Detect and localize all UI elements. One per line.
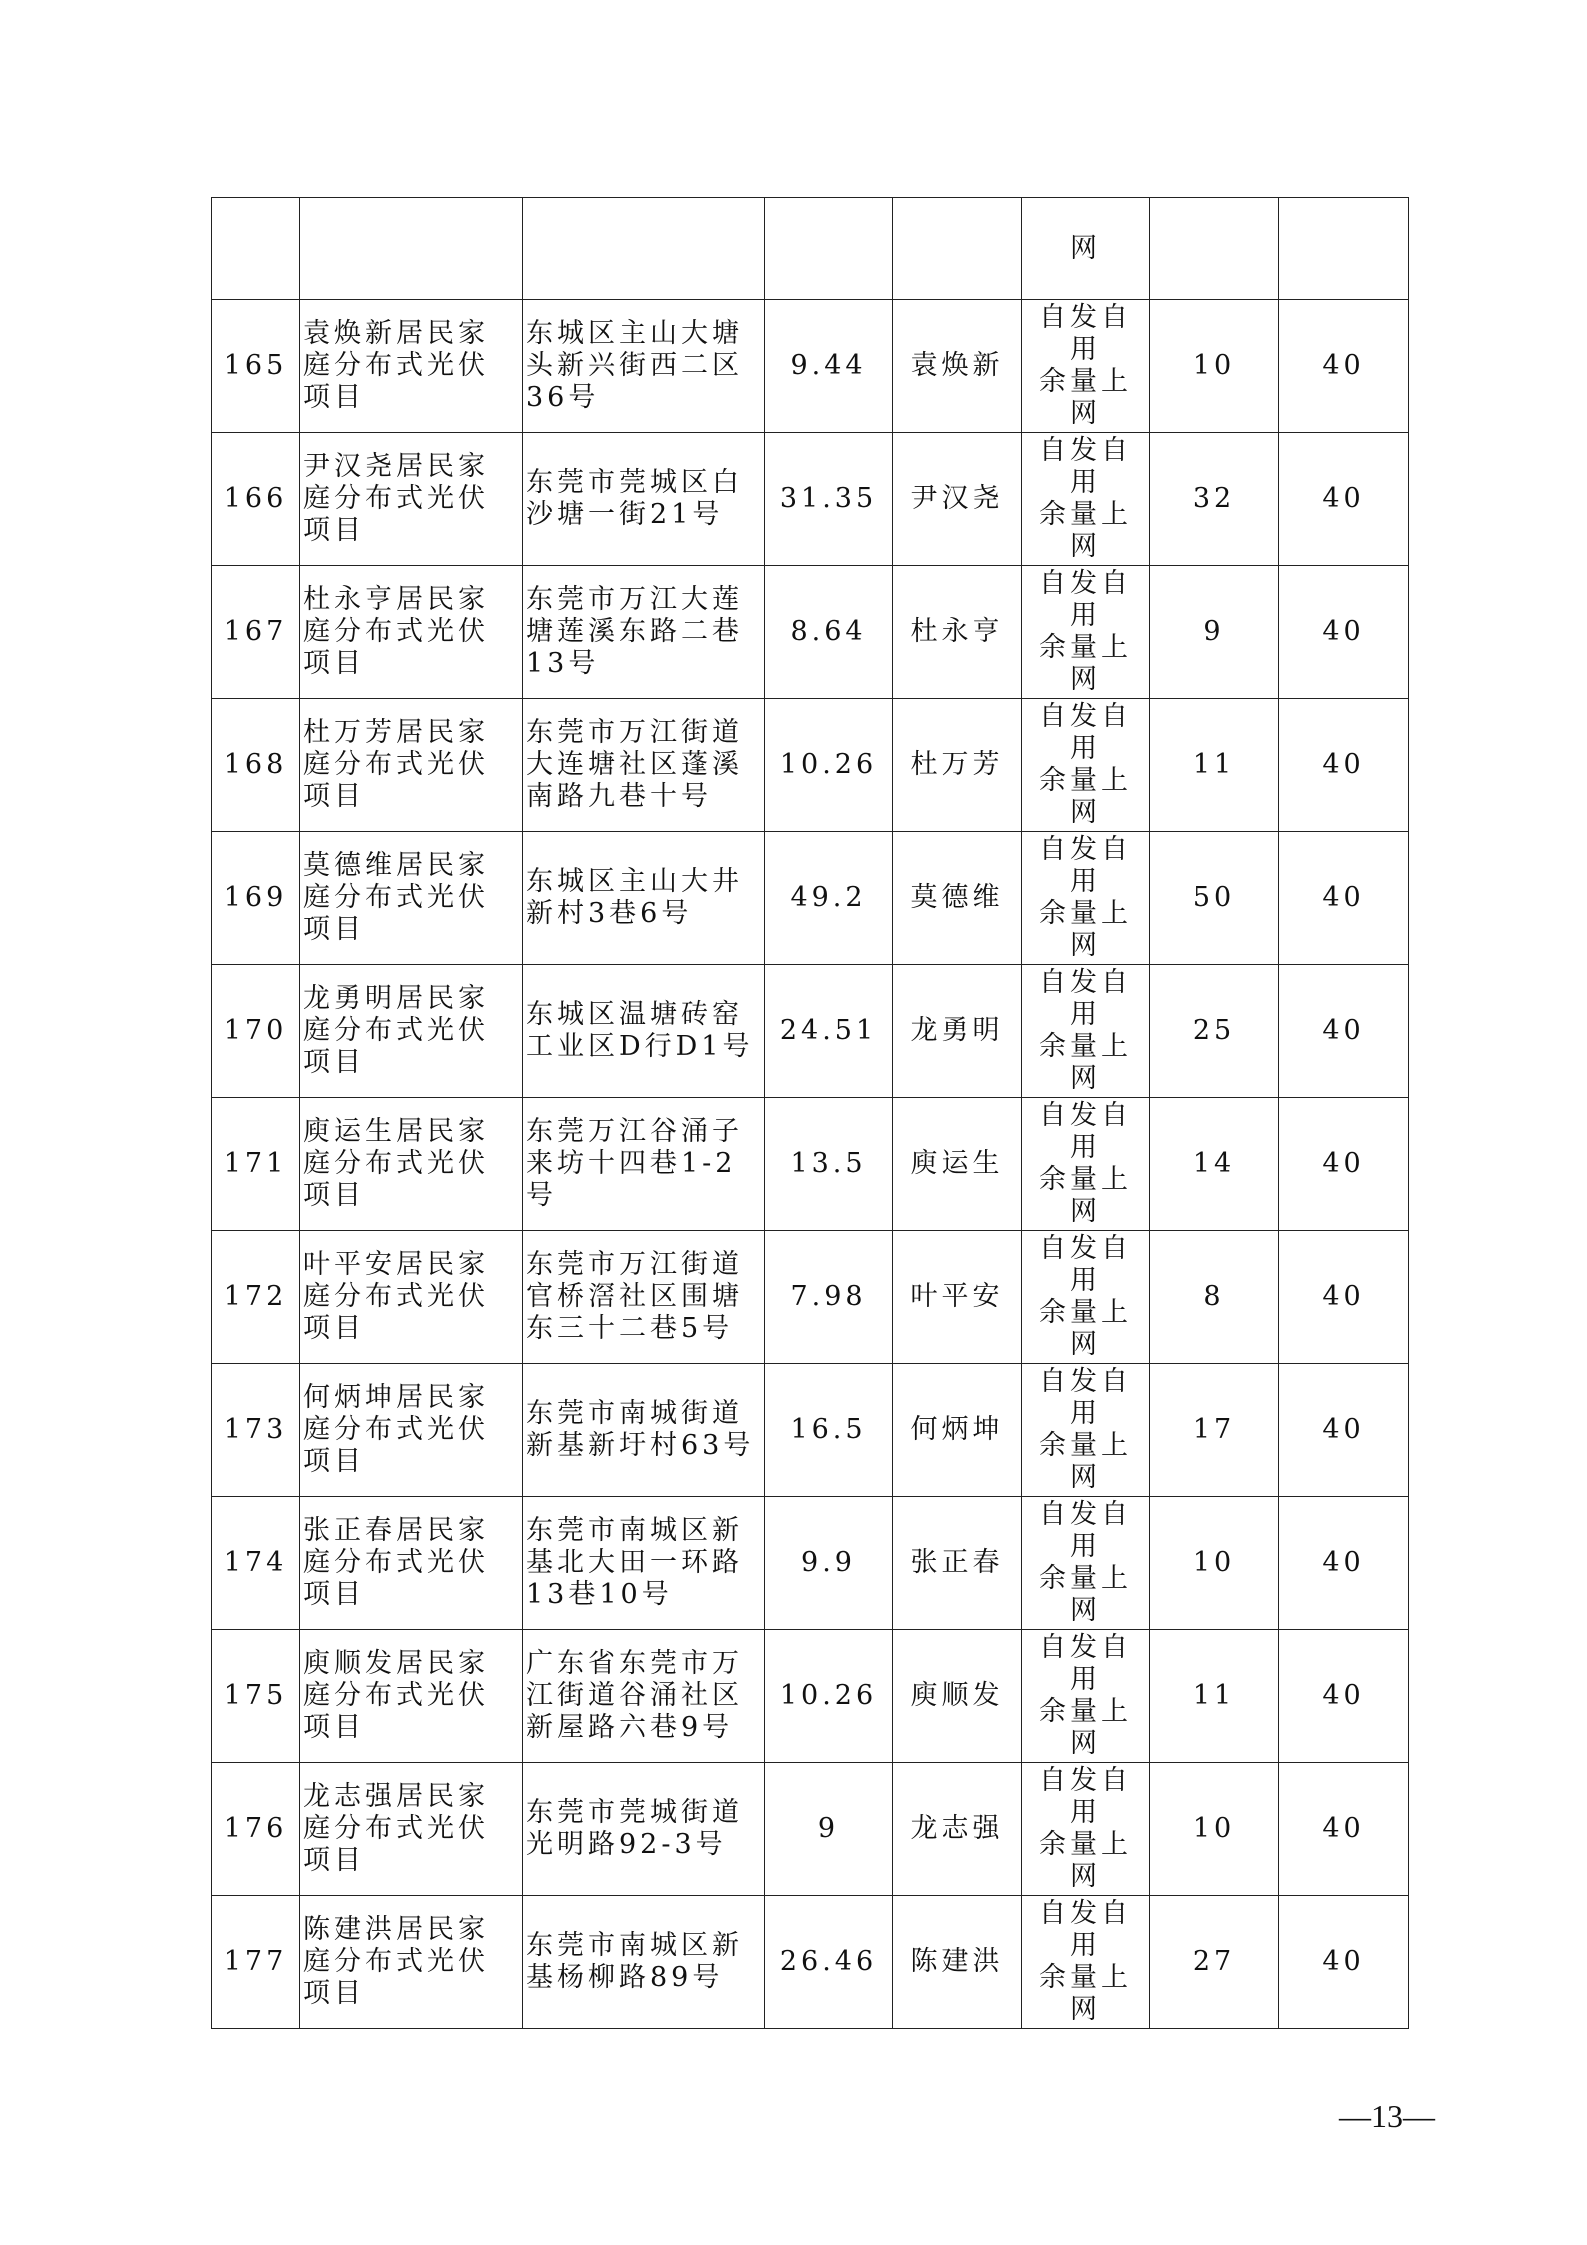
- mode-line: 自发自: [1039, 1233, 1132, 1264]
- mode-cell: [1022, 1098, 1150, 1231]
- row-number-cell: 175: [212, 1630, 300, 1763]
- address-cell: 东城区温塘砖窑工业区D行D1号: [523, 965, 765, 1098]
- address-cell: 东莞市莞城街道光明路92-3号: [523, 1763, 765, 1896]
- value-cell: 40: [1279, 965, 1409, 1098]
- row-number-cell: 172: [212, 1231, 300, 1364]
- mode-line: 用: [1070, 600, 1101, 631]
- mode-line: 自发自: [1039, 568, 1132, 599]
- capacity-cell: 9.9: [765, 1497, 893, 1630]
- capacity-cell: 24.51: [765, 965, 893, 1098]
- value-cell: 40: [1279, 699, 1409, 832]
- mode-line: 用: [1070, 1132, 1101, 1163]
- mode-line: 余量上: [1039, 1829, 1132, 1860]
- mode-line: 网: [1070, 1728, 1101, 1759]
- value-cell: 40: [1279, 1630, 1409, 1763]
- mode-line: 网: [1070, 1994, 1101, 2025]
- owner-cell: 张正春: [893, 1497, 1022, 1630]
- mode-line: 自发自: [1039, 1100, 1132, 1131]
- row-number-cell: 167: [212, 566, 300, 699]
- row-number-cell: 176: [212, 1763, 300, 1896]
- mode-line: 网: [1070, 1063, 1101, 1094]
- row-number-cell: 173: [212, 1364, 300, 1497]
- table-row: [212, 300, 1409, 433]
- owner-cell: 龙勇明: [893, 965, 1022, 1098]
- mode-line: 自发自: [1039, 834, 1132, 865]
- cell-empty: [765, 198, 893, 300]
- mode-line: 余量上: [1039, 765, 1132, 796]
- row-number-cell: 166: [212, 433, 300, 566]
- mode-cell: [1022, 1497, 1150, 1630]
- value-cell: 40: [1279, 1497, 1409, 1630]
- capacity-cell: 49.2: [765, 832, 893, 965]
- value-cell: 40: [1279, 1763, 1409, 1896]
- mode-line: 用: [1070, 733, 1101, 764]
- owner-cell: 陈建洪: [893, 1896, 1022, 2029]
- address-cell: 东莞市南城区新基北大田一环路13巷10号: [523, 1497, 765, 1630]
- table-row: [212, 1098, 1409, 1231]
- value-cell: 40: [1279, 1231, 1409, 1364]
- address-cell: 东莞市万江大莲塘莲溪东路二巷13号: [523, 566, 765, 699]
- mode-line: 网: [1070, 1329, 1101, 1360]
- project-name-cell: 张正春居民家庭分布式光伏项目: [300, 1497, 523, 1630]
- mode-line: 余量上: [1039, 366, 1132, 397]
- project-name-cell: 庾运生居民家庭分布式光伏项目: [300, 1098, 523, 1231]
- project-name-cell: 杜万芳居民家庭分布式光伏项目: [300, 699, 523, 832]
- mode-line: 余量上: [1039, 898, 1132, 929]
- mode-line: 网: [1070, 930, 1101, 961]
- mode-line: 余量上: [1039, 499, 1132, 530]
- mode-line: 用: [1070, 866, 1101, 897]
- capacity-cell: 9: [765, 1763, 893, 1896]
- mode-line: 自发自: [1039, 1632, 1132, 1663]
- mode-cell: [1022, 965, 1150, 1098]
- address-cell: 东莞市万江街道官桥滘社区围塘东三十二巷5号: [523, 1231, 765, 1364]
- mode-line: 自发自: [1039, 302, 1132, 333]
- mode-line: 自发自: [1039, 967, 1132, 998]
- value-cell: 40: [1279, 566, 1409, 699]
- mode-line: 余量上: [1039, 1962, 1132, 1993]
- mode-line: 自发自: [1039, 1366, 1132, 1397]
- table-row: [212, 1896, 1409, 2029]
- address-cell: 东莞万江谷涌子来坊十四巷1-2号: [523, 1098, 765, 1231]
- mode-cell: [1022, 433, 1150, 566]
- table-row-continued: [212, 198, 1409, 300]
- mode-line: 网: [1070, 797, 1101, 828]
- table-row: [212, 699, 1409, 832]
- mode-line: 用: [1070, 1930, 1101, 1961]
- capacity-cell: 26.46: [765, 1896, 893, 2029]
- cell-empty: [212, 198, 300, 300]
- table-row: [212, 1630, 1409, 1763]
- table-row: [212, 433, 1409, 566]
- mode-cell: [1022, 1630, 1150, 1763]
- mode-line: 网: [1070, 398, 1101, 429]
- value-cell: 10: [1150, 1763, 1279, 1896]
- project-name-cell: 杜永亨居民家庭分布式光伏项目: [300, 566, 523, 699]
- project-name-cell: 袁焕新居民家庭分布式光伏项目: [300, 300, 523, 433]
- value-cell: 32: [1150, 433, 1279, 566]
- address-cell: 东城区主山大塘头新兴街西二区36号: [523, 300, 765, 433]
- mode-cell: [1022, 1231, 1150, 1364]
- owner-cell: 庾顺发: [893, 1630, 1022, 1763]
- capacity-cell: 31.35: [765, 433, 893, 566]
- mode-line: 网: [1070, 1595, 1101, 1626]
- project-table: [211, 197, 1409, 2029]
- mode-line: 用: [1070, 999, 1101, 1030]
- project-name-cell: 龙志强居民家庭分布式光伏项目: [300, 1763, 523, 1896]
- mode-line: 余量上: [1039, 1031, 1132, 1062]
- owner-cell: 袁焕新: [893, 300, 1022, 433]
- project-name-cell: 莫德维居民家庭分布式光伏项目: [300, 832, 523, 965]
- mode-line: 余量上: [1039, 1297, 1132, 1328]
- cell-empty: [893, 198, 1022, 300]
- mode-line: 网: [1070, 1462, 1101, 1493]
- row-number-cell: 165: [212, 300, 300, 433]
- project-name-cell: 庾顺发居民家庭分布式光伏项目: [300, 1630, 523, 1763]
- project-name-cell: 尹汉尧居民家庭分布式光伏项目: [300, 433, 523, 566]
- table-row: [212, 1231, 1409, 1364]
- mode-cell-tail: 网: [1022, 198, 1150, 300]
- value-cell: 40: [1279, 1364, 1409, 1497]
- value-cell: 9: [1150, 566, 1279, 699]
- mode-line: 余量上: [1039, 1696, 1132, 1727]
- row-number-cell: 169: [212, 832, 300, 965]
- row-number-cell: 174: [212, 1497, 300, 1630]
- address-cell: 东莞市莞城区白沙塘一街21号: [523, 433, 765, 566]
- mode-cell: [1022, 1364, 1150, 1497]
- mode-line: 用: [1070, 1531, 1101, 1562]
- value-cell: 11: [1150, 1630, 1279, 1763]
- mode-line: 自发自: [1039, 1765, 1132, 1796]
- mode-cell: [1022, 832, 1150, 965]
- address-cell: 东莞市南城街道新基新圩村63号: [523, 1364, 765, 1497]
- owner-cell: 尹汉尧: [893, 433, 1022, 566]
- cell-empty: [300, 198, 523, 300]
- mode-line: 自发自: [1039, 1898, 1132, 1929]
- mode-cell: [1022, 300, 1150, 433]
- project-name-cell: 何炳坤居民家庭分布式光伏项目: [300, 1364, 523, 1497]
- cell-empty: [1150, 198, 1279, 300]
- capacity-cell: 9.44: [765, 300, 893, 433]
- cell-empty: [1279, 198, 1409, 300]
- owner-cell: 庾运生: [893, 1098, 1022, 1231]
- value-cell: 10: [1150, 1497, 1279, 1630]
- mode-line: 网: [1070, 664, 1101, 695]
- address-cell: 东莞市万江街道大连塘社区蓬溪南路九巷十号: [523, 699, 765, 832]
- owner-cell: 何炳坤: [893, 1364, 1022, 1497]
- mode-line: 网: [1070, 531, 1101, 562]
- capacity-cell: 16.5: [765, 1364, 893, 1497]
- row-number-cell: 171: [212, 1098, 300, 1231]
- capacity-cell: 10.26: [765, 699, 893, 832]
- value-cell: 40: [1279, 300, 1409, 433]
- mode-line: 用: [1070, 1797, 1101, 1828]
- mode-line: 网: [1070, 1861, 1101, 1892]
- value-cell: 11: [1150, 699, 1279, 832]
- address-cell: 东城区主山大井新村3巷6号: [523, 832, 765, 965]
- value-cell: 14: [1150, 1098, 1279, 1231]
- table-row: [212, 566, 1409, 699]
- value-cell: 25: [1150, 965, 1279, 1098]
- page-number: —13—: [1339, 2098, 1435, 2134]
- value-cell: 27: [1150, 1896, 1279, 2029]
- value-cell: 50: [1150, 832, 1279, 965]
- row-number-cell: 170: [212, 965, 300, 1098]
- table-row: [212, 965, 1409, 1098]
- mode-line: 用: [1070, 1265, 1101, 1296]
- owner-cell: 杜万芳: [893, 699, 1022, 832]
- value-cell: 17: [1150, 1364, 1279, 1497]
- table-row: [212, 1497, 1409, 1630]
- value-cell: 8: [1150, 1231, 1279, 1364]
- table-row: [212, 1364, 1409, 1497]
- mode-line: 用: [1070, 1398, 1101, 1429]
- owner-cell: 叶平安: [893, 1231, 1022, 1364]
- row-number-cell: 168: [212, 699, 300, 832]
- table-row: [212, 832, 1409, 965]
- address-cell: 广东省东莞市万江街道谷涌社区新屋路六巷9号: [523, 1630, 765, 1763]
- mode-line: 自发自: [1039, 1499, 1132, 1530]
- mode-cell: [1022, 1763, 1150, 1896]
- capacity-cell: 10.26: [765, 1630, 893, 1763]
- capacity-cell: 7.98: [765, 1231, 893, 1364]
- mode-cell: [1022, 699, 1150, 832]
- owner-cell: 龙志强: [893, 1763, 1022, 1896]
- mode-line: 用: [1070, 467, 1101, 498]
- mode-line: 余量上: [1039, 1430, 1132, 1461]
- mode-line: 用: [1070, 1664, 1101, 1695]
- value-cell: 10: [1150, 300, 1279, 433]
- table-row: [212, 1763, 1409, 1896]
- value-cell: 40: [1279, 832, 1409, 965]
- project-name-cell: 陈建洪居民家庭分布式光伏项目: [300, 1896, 523, 2029]
- mode-line: 网: [1070, 1196, 1101, 1227]
- owner-cell: 莫德维: [893, 832, 1022, 965]
- capacity-cell: 13.5: [765, 1098, 893, 1231]
- value-cell: 40: [1279, 1896, 1409, 2029]
- mode-line: 余量上: [1039, 1164, 1132, 1195]
- mode-cell: [1022, 1896, 1150, 2029]
- project-name-cell: 龙勇明居民家庭分布式光伏项目: [300, 965, 523, 1098]
- address-cell: 东莞市南城区新基杨柳路89号: [523, 1896, 765, 2029]
- project-name-cell: 叶平安居民家庭分布式光伏项目: [300, 1231, 523, 1364]
- mode-line: 自发自: [1039, 701, 1132, 732]
- cell-empty: [523, 198, 765, 300]
- mode-line: 用: [1070, 334, 1101, 365]
- value-cell: 40: [1279, 433, 1409, 566]
- mode-line: 自发自: [1039, 435, 1132, 466]
- mode-line: 余量上: [1039, 632, 1132, 663]
- mode-cell: [1022, 566, 1150, 699]
- row-number-cell: 177: [212, 1896, 300, 2029]
- capacity-cell: 8.64: [765, 566, 893, 699]
- mode-line: 余量上: [1039, 1563, 1132, 1594]
- owner-cell: 杜永亨: [893, 566, 1022, 699]
- value-cell: 40: [1279, 1098, 1409, 1231]
